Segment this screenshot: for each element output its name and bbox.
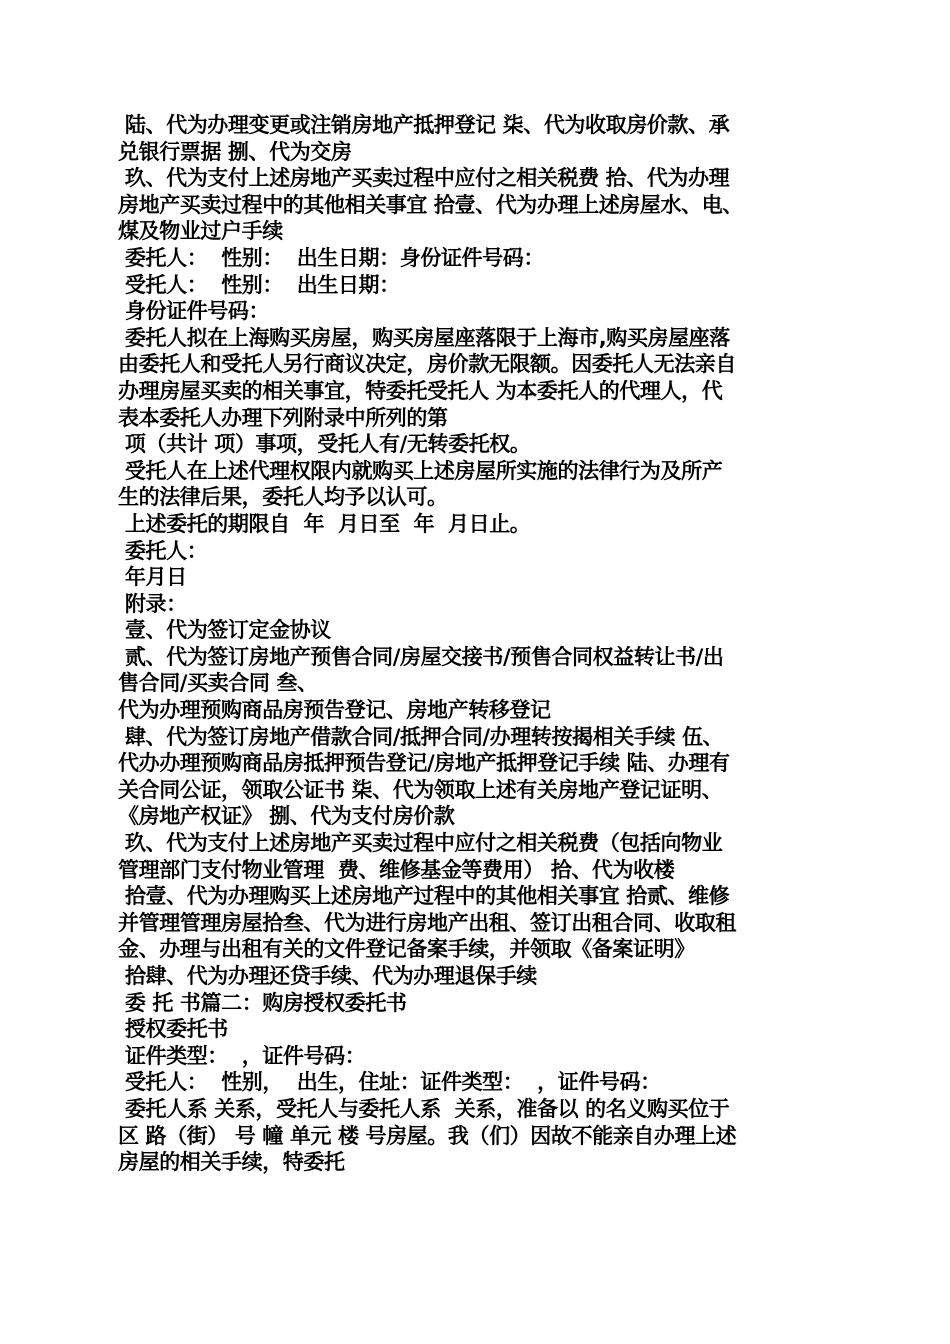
text-line: 玖、代为支付上述房地产买卖过程中应付之相关税费 拾、代为办理	[118, 166, 730, 191]
text-line: 生的法律后果，委托人均予以认可。	[118, 485, 448, 510]
text-line: 由委托人和受托人另行商议决定，房价款无限额。因委托人无法亲自	[118, 352, 736, 377]
text-line: 贰、代为签订房地产预售合同/房屋交接书/预售合同权益转让书/出	[118, 644, 724, 669]
text-line: 受托人在上述代理权限内就购买上述房屋所实施的法律行为及所产	[118, 458, 723, 483]
text-line: 煤及物业过户手续	[118, 219, 283, 244]
text-line: 壹、代为签订定金协议	[118, 618, 331, 643]
text-line: 玖、代为支付上述房地产买卖过程中应付之相关税费（包括向物业	[118, 831, 723, 856]
text-line: 《房地产权证》 捌、代为支付房价款	[118, 804, 455, 829]
text-line: 兑银行票据 捌、代为交房	[118, 139, 352, 164]
text-line: 拾肆、代为办理还贷手续、代为办理退保手续	[118, 964, 537, 988]
text-line: 拾壹、代为办理购买上述房地产过程中的其他相关事宜 拾贰、维修	[118, 884, 730, 909]
text-line: 区 路（街） 号 幢 单元 楼 号房屋。我（们）因故不能亲自办理上述	[118, 1123, 737, 1148]
text-line: 委托人：	[118, 538, 208, 563]
text-line: 受托人： 性别： 出生日期：	[118, 272, 400, 297]
text-line: 附录：	[118, 591, 187, 616]
text-line: 房地产买卖过程中的其他相关事宜 拾壹、代为办理上述房屋水、电、	[118, 192, 743, 217]
text-line: 授权委托书	[118, 1017, 228, 1042]
text-line: 证件类型： ，证件号码：	[118, 1043, 366, 1068]
text-line: 代为办理预购商品房预告登记、房地产转移登记	[118, 698, 551, 723]
text-line: 委托人系 关系，受托人与委托人系 关系，准备以 的名义购买位于	[118, 1096, 730, 1121]
text-line: 上述委托的期限自 年 月日至 年 月日止。	[118, 511, 531, 536]
text-line: 受托人： 性别， 出生，住址：证件类型： ，证件号码：	[118, 1070, 661, 1095]
text-line: 房屋的相关手续，特委托	[118, 1150, 345, 1175]
text-line: 金、办理与出租有关的文件登记备案手续，并领取《备案证明》	[118, 937, 695, 962]
text-line: 办理房屋买卖的相关事宜，特委托受托人 为本委托人的代理人，代	[118, 378, 723, 403]
text-line: 委 托 书篇二：购房授权委托书	[118, 990, 407, 1015]
text-line: 并管理管理房屋拾叁、代为进行房地产出租、签订出租合同、收取租	[118, 910, 736, 935]
text-line: 售合同/买卖合同 叁、	[118, 671, 318, 696]
text-line: 项（共计 项）事项，受托人有/无转委托权。	[118, 432, 531, 457]
text-line: 年月日	[118, 565, 187, 590]
text-line: 陆、代为办理变更或注销房地产抵押登记 柒、代为收取房价款、承	[118, 113, 730, 137]
text-line: 肆、代为签订房地产借款合同/抵押合同/办理转按揭相关手续 伍、	[118, 724, 724, 749]
text-line: 委托人拟在上海购买房屋，购买房屋座落限于上海市,购买房屋座落	[118, 325, 730, 350]
document-page	[118, 112, 838, 1176]
text-line: 代办办理预购商品房抵押预告登记/房地产抵押登记手续 陆、办理有	[118, 751, 730, 776]
text-line: 表本委托人办理下列附录中所列的第	[118, 405, 448, 430]
text-line: 身份证件号码：	[118, 299, 270, 324]
text-line: 管理部门支付物业管理 费、维修基金等费用） 拾、代为收楼	[118, 857, 675, 882]
text-line: 委托人： 性别： 出生日期：身份证件号码：	[118, 245, 544, 270]
text-line: 关合同公证，领取公证书 柒、代为领取上述有关房地产登记证明、	[118, 777, 723, 802]
